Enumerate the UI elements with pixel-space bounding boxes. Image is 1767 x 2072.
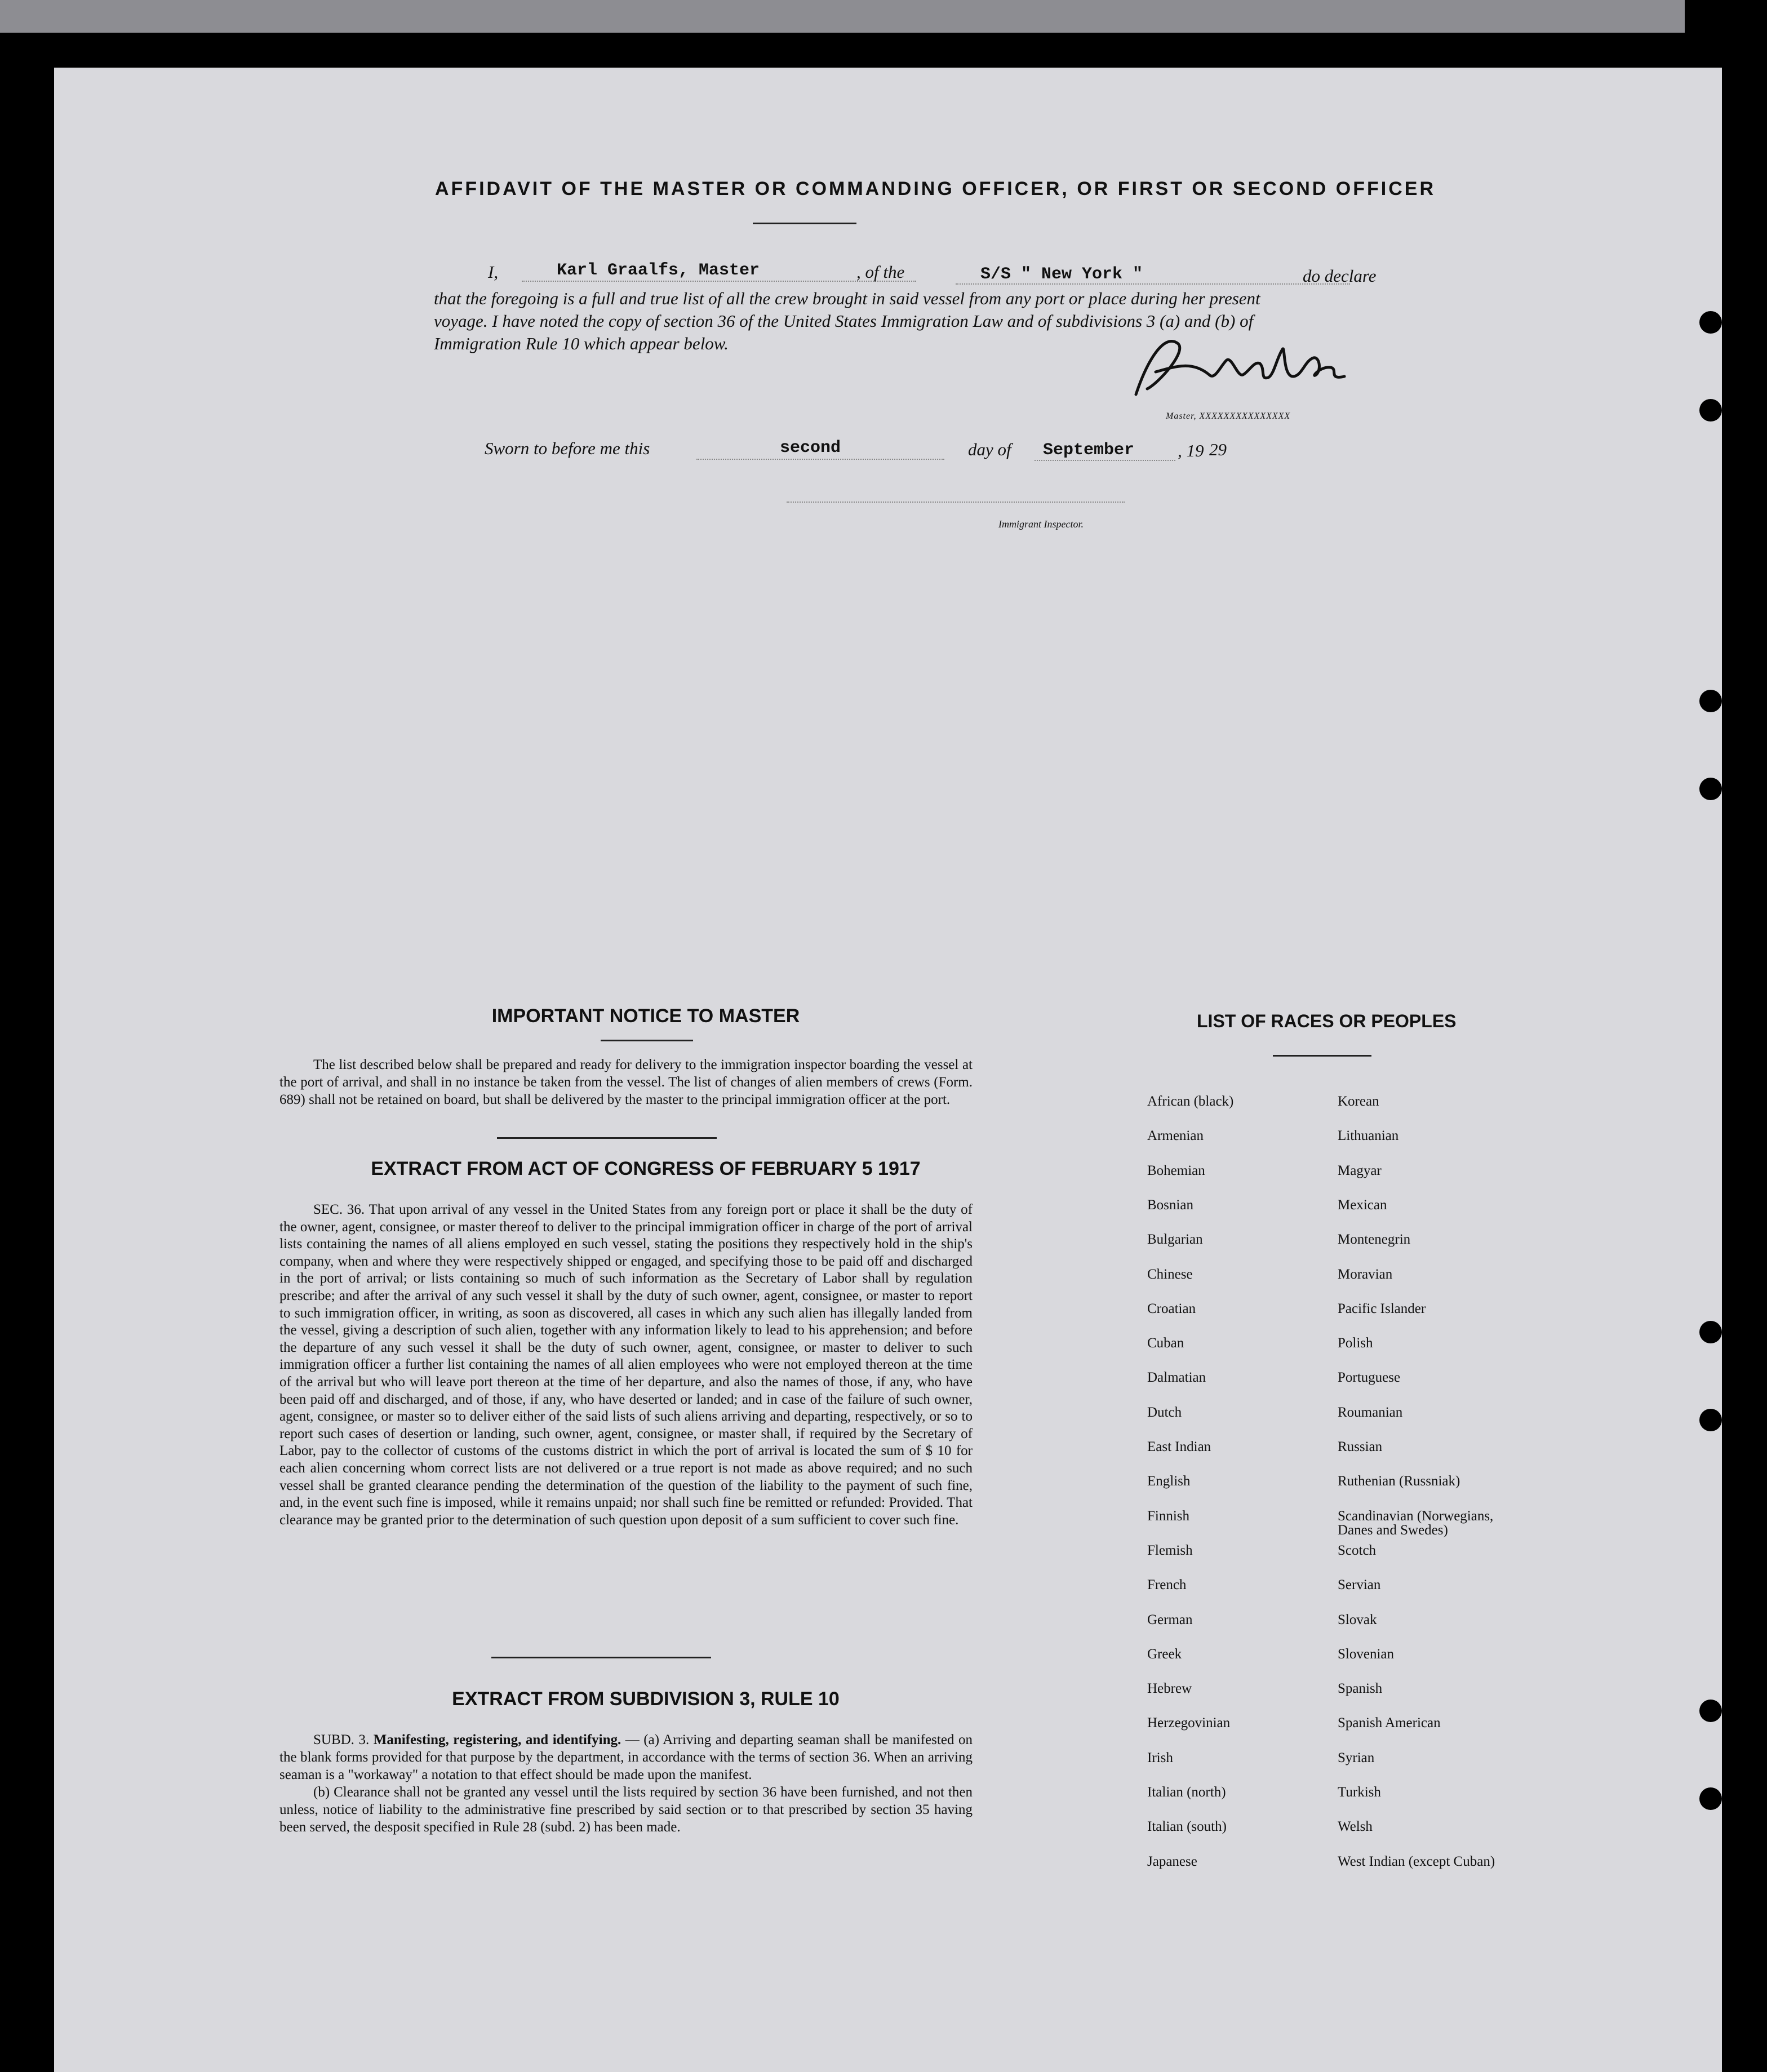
affidavit-line-4: Immigration Rule 10 which appear below. bbox=[434, 334, 729, 353]
subd-bold-heading: Manifesting, registering, and identifying. bbox=[373, 1732, 621, 1747]
race-item: Hebrew bbox=[1147, 1681, 1192, 1697]
races-title: LIST OF RACES OR PEOPLES bbox=[1197, 1011, 1457, 1031]
inspector-signature-line bbox=[787, 502, 1125, 503]
race-item: Croatian bbox=[1147, 1301, 1196, 1316]
race-item: Dutch bbox=[1147, 1404, 1182, 1420]
vessel-name-field: S/S " New York " bbox=[980, 265, 1143, 284]
subd-para-1-text: — (a) Arriving and departing seaman shall be manifested on the blank forms provided for that purpose by the department, in accordance with the terms of section 36. When an arriving seaman is a "workaway" a notation to that effect should be made upon the manifest. bbox=[279, 1732, 973, 1782]
do-declare-label: do declare bbox=[1303, 266, 1377, 286]
races-title-rule bbox=[1273, 1055, 1371, 1057]
race-item: Lithuanian bbox=[1338, 1128, 1399, 1144]
binder-hole bbox=[1699, 778, 1722, 800]
race-item: West Indian (except Cuban) bbox=[1338, 1853, 1495, 1869]
race-item: Magyar bbox=[1338, 1163, 1382, 1178]
year-field: 29 bbox=[1209, 440, 1227, 459]
race-item: East Indian bbox=[1147, 1439, 1211, 1454]
notice-divider bbox=[497, 1137, 717, 1139]
affidavit-title: AFFIDAVIT OF THE MASTER OR COMMANDING OFFICER, OR FIRST OR SECOND OFFICER bbox=[435, 178, 1436, 199]
notice-title: IMPORTANT NOTICE TO MASTER bbox=[491, 1005, 800, 1027]
race-item: Slovenian bbox=[1338, 1646, 1394, 1662]
race-item: Mexican bbox=[1338, 1197, 1387, 1213]
race-item: Italian (south) bbox=[1147, 1819, 1227, 1835]
race-item: Slovak bbox=[1338, 1612, 1377, 1627]
day-of-label: day of bbox=[968, 440, 1011, 459]
race-item: Bulgarian bbox=[1147, 1232, 1203, 1248]
race-item: Cuban bbox=[1147, 1336, 1184, 1351]
of-the-label: , of the bbox=[856, 262, 905, 282]
subdivision-paragraphs bbox=[279, 1731, 973, 1836]
vessel-name-line bbox=[956, 283, 1350, 285]
race-item: Scotch bbox=[1338, 1542, 1377, 1558]
binder-hole bbox=[1699, 311, 1722, 334]
race-item: Scandinavian (Norwegians, Danes and Swedes) bbox=[1338, 1508, 1494, 1538]
race-item: Irish bbox=[1147, 1750, 1173, 1765]
sworn-month-line bbox=[1035, 460, 1175, 461]
race-item: Moravian bbox=[1338, 1266, 1393, 1282]
race-item: African (black) bbox=[1147, 1094, 1234, 1109]
race-item: Greek bbox=[1147, 1646, 1182, 1662]
sworn-day-field: second bbox=[780, 438, 841, 458]
race-item: French bbox=[1147, 1577, 1187, 1593]
binder-hole bbox=[1699, 690, 1722, 712]
race-item: Ruthenian (Russniak) bbox=[1338, 1474, 1460, 1489]
subdivision-para-1 bbox=[279, 1731, 973, 1783]
act-title: EXTRACT FROM ACT OF CONGRESS OF FEBRUARY 5 1917 bbox=[371, 1158, 921, 1179]
race-item: Dalmatian bbox=[1147, 1370, 1206, 1386]
notice-text: The list described below shall be prepared and ready for delivery to the immigration inspector boarding the vessel at the port of arrival, and shall in no instance be taken from the vessel. The list of changes of alien members of crews (Form. 689) shall not be retained on board, but shall be delivered by the master to the principal immigration officer at the port. bbox=[279, 1057, 973, 1107]
master-name-field: Karl Graalfs, Master bbox=[557, 261, 760, 280]
race-item: Herzegovinian bbox=[1147, 1715, 1231, 1731]
race-item: Korean bbox=[1338, 1094, 1379, 1109]
affidavit-line-2: that the foregoing is a full and true list of all the crew brought in said vessel from any port or place during her present bbox=[434, 289, 1260, 308]
race-item: Turkish bbox=[1338, 1785, 1381, 1800]
race-item: Roumanian bbox=[1338, 1404, 1403, 1420]
race-item: Welsh bbox=[1338, 1819, 1373, 1835]
race-item: Italian (north) bbox=[1147, 1785, 1226, 1800]
inspector-caption: Immigrant Inspector. bbox=[998, 518, 1084, 530]
race-item: Spanish American bbox=[1338, 1715, 1441, 1731]
binder-hole bbox=[1699, 1321, 1722, 1343]
race-item: Russian bbox=[1338, 1439, 1383, 1454]
subd-lead: SUBD. 3. bbox=[313, 1732, 370, 1747]
subdivision-title: EXTRACT FROM SUBDIVISION 3, RULE 10 bbox=[452, 1688, 840, 1710]
race-item: Chinese bbox=[1147, 1266, 1193, 1282]
master-caption: Master, XXXXXXXXXXXXXXX bbox=[1166, 411, 1291, 421]
race-item: Polish bbox=[1338, 1336, 1373, 1351]
race-item: Pacific Islander bbox=[1338, 1301, 1426, 1316]
race-item: Flemish bbox=[1147, 1542, 1193, 1558]
affidavit-line-3: voyage. I have noted the copy of section 36 of the United States Immigration Law and of subdivisions 3 (a) and (b) of bbox=[434, 311, 1254, 331]
race-item: Japanese bbox=[1147, 1853, 1197, 1869]
scan-top-shadow bbox=[0, 33, 1767, 55]
sworn-month-field: September bbox=[1043, 441, 1135, 460]
binder-hole bbox=[1699, 1700, 1722, 1722]
race-item: Bosnian bbox=[1147, 1197, 1193, 1213]
affidavit-i-label: I, bbox=[488, 262, 499, 282]
race-item: Portuguese bbox=[1338, 1370, 1401, 1386]
race-item: Montenegrin bbox=[1338, 1232, 1411, 1248]
act-divider bbox=[491, 1657, 711, 1658]
race-item: Servian bbox=[1338, 1577, 1381, 1593]
binder-hole bbox=[1699, 399, 1722, 422]
race-item: Armenian bbox=[1147, 1128, 1204, 1144]
subdivision-para-2: (b) Clearance shall not be granted any vessel until the lists required by section 36 have been furnished, and not then unless, notice of liability to the administrative fine prescribed by said section or to that prescribed by section 35 having been served, the desposit specified in Rule 28 (subd. 2) has been made. bbox=[279, 1785, 973, 1835]
act-paragraph bbox=[279, 1201, 973, 1529]
notice-title-rule bbox=[601, 1040, 693, 1041]
binder-hole bbox=[1699, 1409, 1722, 1431]
act-text: SEC. 36. That upon arrival of any vessel in the United States from any foreign port or place it shall be the duty of the owner, agent, consignee, or master thereof to deliver to the principal immigration officer in charge of the port of arrival lists containing the names of all aliens employed en such vessel, stating the positions they respectively hold in the ship's company, when and where they were respectively shipped or engaged, and specifying those to be paid off and discharged in the port of arrival; or lists containing so much of such information as the Secretary of Labor shall by regulation prescribe; and after the arrival of any such vessel it shall by the duty of such owner, agent, consignee, or master to report to such immigration officer, in writing, as soon as discovered, all cases in which any such alien has illegally landed from the vessel, giving a description of such alien, together with any information likely to lead to his apprehension; and before the departure of any such vessel it shall be the duty of such owner, agent, consignee, or master to deliver to such immigration officer a further list containing the names of all alien employees who were not employed thereon at the time of the arrival but who will leave port thereon at the time of her departure, and also the names of those, if any, who have been paid off and discharged, and of those, if any, who have deserted or landed; and in case of the failure of such owner, agent, consignee, or master so to deliver either of the said lists of such aliens arriving and departing, respectively, or so to report such cases of desertion or landing, such owner, agent, consignee, or master shall, if required by the Secretary of Labor, pay to the collector of customs of the customs district in which the port of arrival is located the sum of $ 10 for each alien concerning whom correct lists are not delivered or a true report is not made as above required; and no such vessel shall be granted clearance pending the determination of the question of the liability to the payment of such fine, and, in the event such fine is imposed, while it remains unpaid; nor shall such fine be remitted or refunded: Provided. That clearance may be granted prior to the determination of such question upon deposit of a sum sufficient to cover such fine. bbox=[279, 1202, 973, 1528]
sworn-day-line bbox=[696, 459, 944, 460]
document-page bbox=[54, 68, 1722, 2072]
affidavit-title-rule bbox=[753, 223, 856, 224]
race-item: Bohemian bbox=[1147, 1163, 1205, 1178]
scan-top-strip bbox=[0, 0, 1685, 33]
race-item: Spanish bbox=[1338, 1681, 1383, 1697]
year-prefix: , 19 bbox=[1178, 441, 1204, 460]
binder-hole bbox=[1699, 1787, 1722, 1810]
race-item: English bbox=[1147, 1474, 1191, 1489]
notice-paragraph bbox=[279, 1056, 973, 1108]
race-item: Syrian bbox=[1338, 1750, 1375, 1765]
sworn-label: Sworn to before me this bbox=[485, 438, 650, 458]
race-item: Finnish bbox=[1147, 1508, 1190, 1524]
master-signature bbox=[1125, 327, 1395, 406]
race-item: German bbox=[1147, 1612, 1193, 1627]
